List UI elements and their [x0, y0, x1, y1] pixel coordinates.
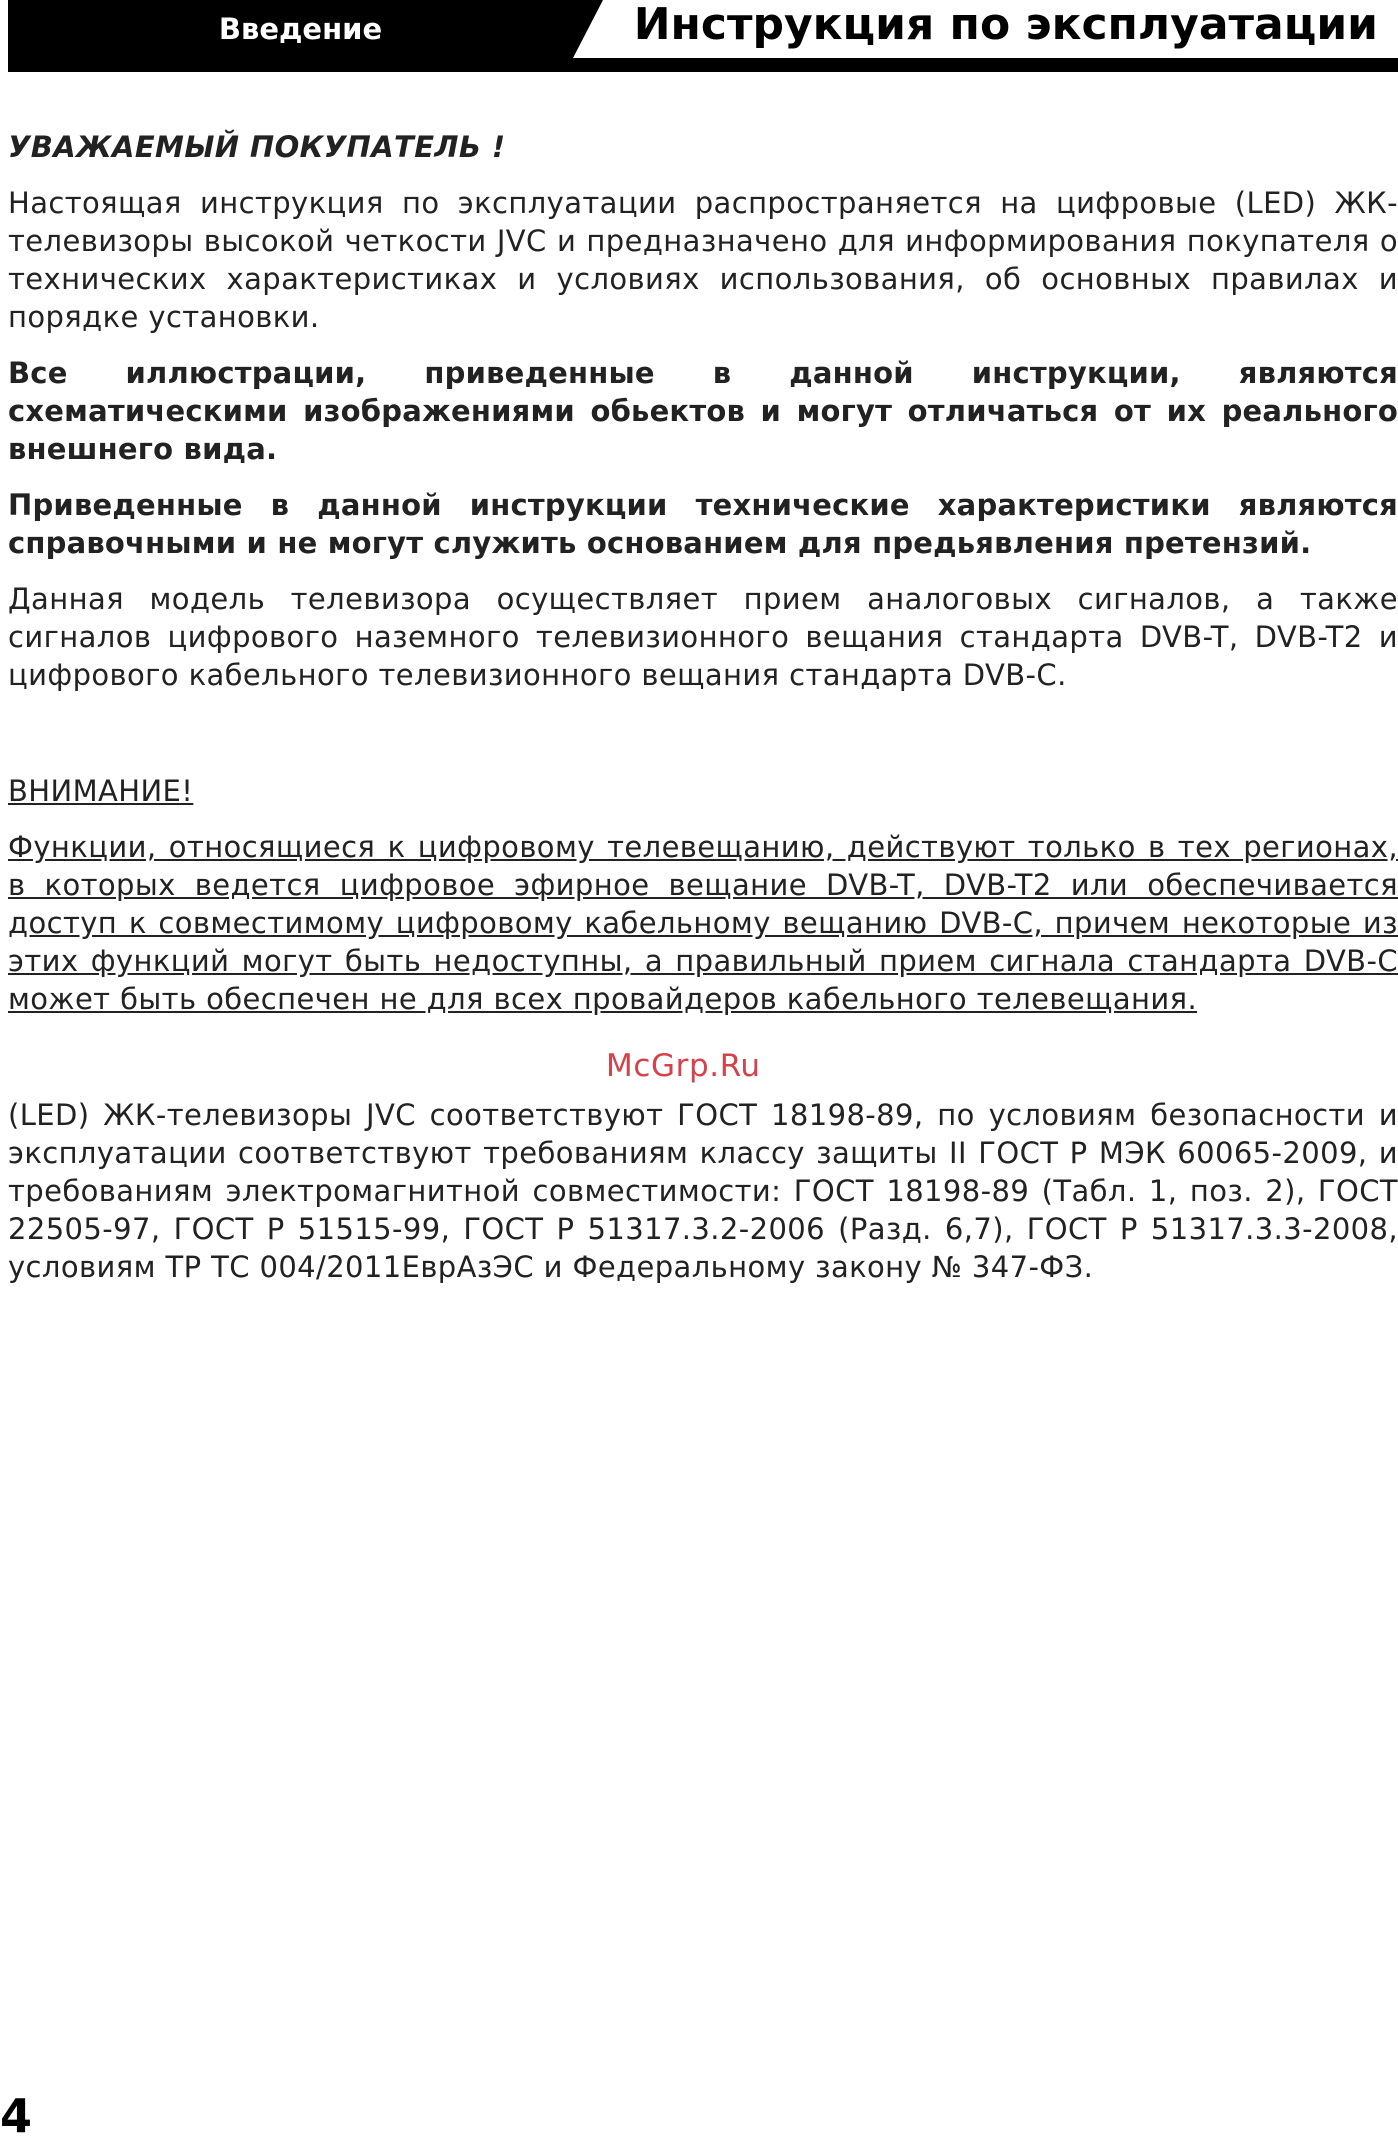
page-number: 4: [0, 2089, 33, 2143]
page-content: [8, 128, 1398, 1286]
illustrations-notice: Все иллюстрации, приведенные в данной инструкции, являются схематическими изображениями обьектов и могут отличаться от их реального внешнего вида.: [8, 356, 1398, 466]
watermark: McGrp.Ru: [606, 1048, 761, 1084]
reception-paragraph: Данная модель телевизора осуществляет прием аналоговых сигналов, а также сигналов цифрового наземного телевизионного вещания стандарта DVB-T, DVB-T2 и цифрового кабельного телевизионного вещания стандарта DVB-C.: [8, 582, 1398, 692]
intro-paragraph: Настоящая инструкция по эксплуатации распространяется на цифровые (LED) ЖК-телевизоры высокой четкости JVC и предназначено для информирования покупателя о технических характеристиках и условиях использования, об основных правилах и порядке установки.: [8, 186, 1398, 334]
compliance-paragraph: (LED) ЖК-телевизоры JVC соответствуют ГОСТ 18198-89, по условиям безопасности и эксплуатации соответствуют требованиям классу защиты II ГОСТ Р МЭК 60065-2009, и требованиям электромагнитной совместимости: ГОСТ 18198-89 (Табл. 1, поз. 2), ГОСТ 22505-97, ГОСТ Р 51515-99, ГОСТ Р 51317.3.2-2006 (Разд. 6,7), ГОСТ Р 51317.3.3-2008, условиям ТР ТС 004/2011ЕврАзЭС и Федеральному закону № 347-ФЗ.: [8, 1098, 1398, 1284]
page-header: [8, 0, 1398, 72]
attention-title: ВНИМАНИЕ!: [8, 774, 194, 808]
salutation: УВАЖАЕМЫЙ ПОКУПАТЕЛЬ !: [8, 130, 506, 164]
manual-title: Инструкция по эксплуатации: [633, 0, 1378, 50]
section-label: Введение: [218, 12, 383, 46]
attention-paragraph: Функции, относящиеся к цифровому телевещанию, действуют только в тех регионах, в которых ведется цифровое эфирное вещание DVB-T, DVB-T2 или обеспечивается доступ к совместимому цифровому кабельному вещанию DVB-C, причем некоторые из этих функций могут быть недоступны, а правильный прием сигнала стандарта DVB-C может быть обеспечен не для всех провайдеров кабельного телевещания.: [8, 830, 1398, 1016]
specs-notice: Приведенные в данной инструкции технические характеристики являются справочными и не могут служить основанием для предьявления претензий.: [8, 488, 1398, 560]
